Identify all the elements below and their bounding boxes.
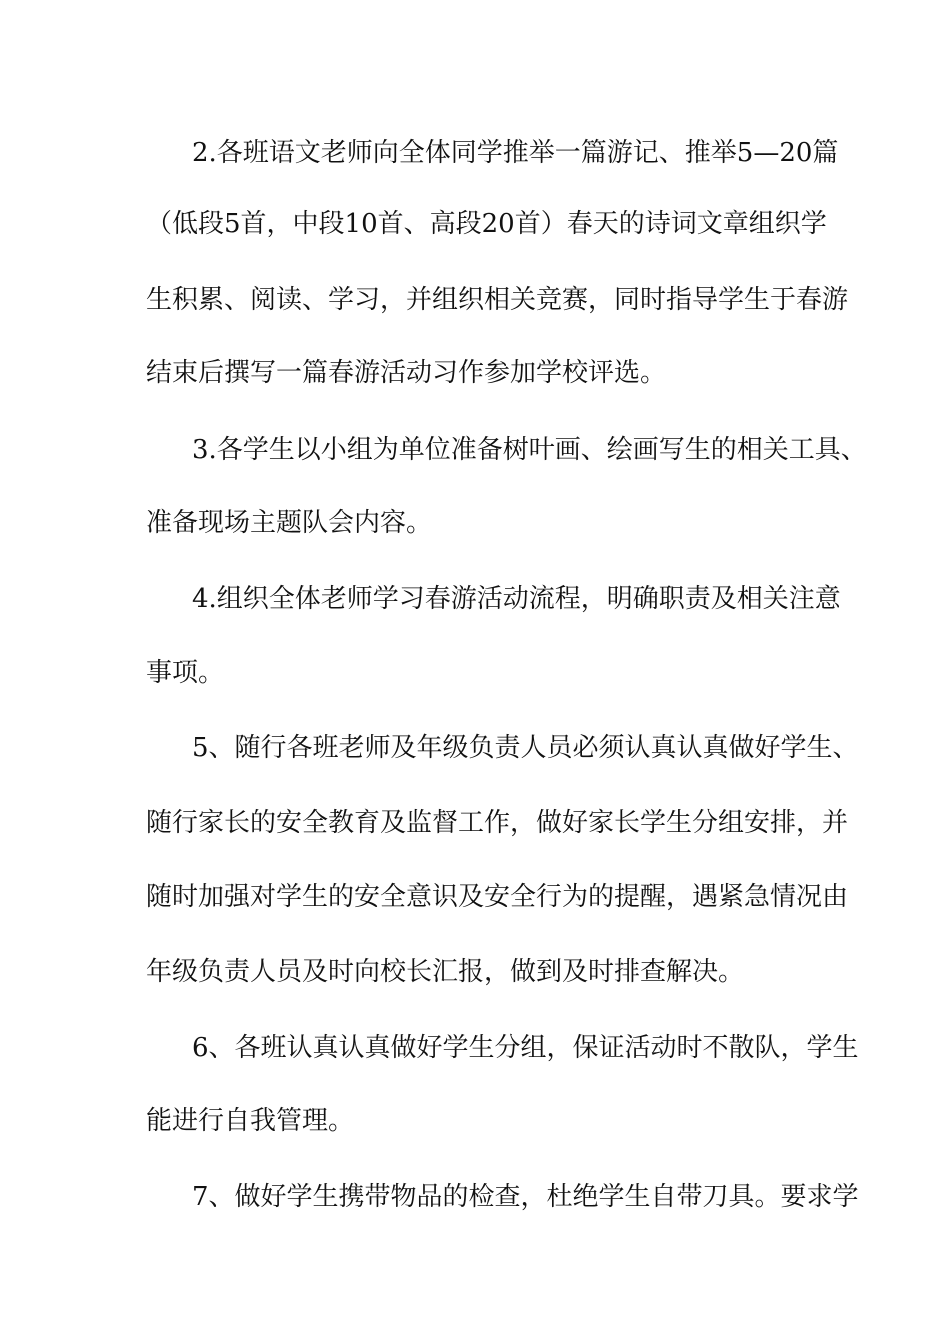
paragraph-5-line-3: 随时加强对学生的安全意识及安全行为的提醒，遇紧急情况由	[146, 882, 849, 912]
paragraph-5-line-1: 5、随行各班老师及年级负责人员必须认真认真做好学生、	[192, 733, 859, 763]
paragraph-2-line-1: 2.各班语文老师向全体同学推举一篇游记、推举5—20篇	[192, 138, 839, 168]
paragraph-3-line-1: 3.各学生以小组为单位准备树叶画、绘画写生的相关工具、	[192, 435, 867, 465]
paragraph-2-line-3: 生积累、阅读、学习，并组织相关竞赛，同时指导学生于春游	[146, 285, 849, 315]
paragraph-2-line-4: 结束后撰写一篇春游活动习作参加学校评选。	[146, 358, 667, 388]
paragraph-2-line-2: （低段5首，中段10首、高段20首）春天的诗词文章组织学	[146, 209, 827, 239]
paragraph-5-line-4: 年级负责人员及时向校长汇报，做到及时排查解决。	[146, 957, 745, 987]
paragraph-6-line-1: 6、各班认真认真做好学生分组，保证活动时不散队，学生	[192, 1033, 859, 1063]
paragraph-6-line-2: 能进行自我管理。	[146, 1106, 355, 1136]
paragraph-7-line-1: 7、做好学生携带物品的检查，杜绝学生自带刀具。要求学	[192, 1182, 859, 1212]
paragraph-4-line-1: 4.组织全体老师学习春游活动流程，明确职责及相关注意	[192, 584, 841, 614]
paragraph-5-line-2: 随行家长的安全教育及监督工作，做好家长学生分组安排，并	[146, 808, 849, 838]
paragraph-3-line-2: 准备现场主题队会内容。	[146, 508, 433, 538]
paragraph-4-line-2: 事项。	[146, 658, 225, 688]
